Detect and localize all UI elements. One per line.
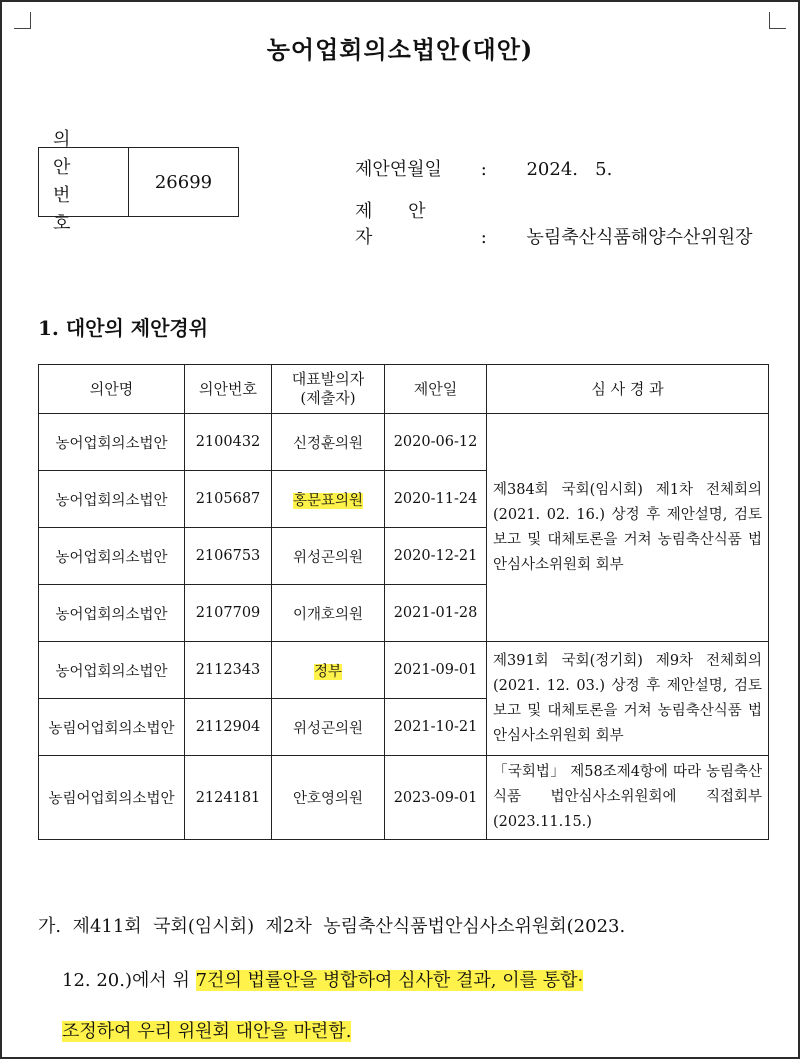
proposer-label: 제 안 자 (355, 201, 441, 248)
bill-number-cell: 2105687 (185, 471, 272, 528)
paragraph-line-2 (62, 966, 792, 992)
bill-name-cell: 농어업회의소법안 (39, 528, 185, 585)
bill-number-cell: 2106753 (185, 528, 272, 585)
header-proposal-date: 제안일 (385, 365, 487, 414)
table-row (39, 414, 769, 471)
proposal-date-value: 2024. 5. (526, 159, 613, 180)
proposer-cell (272, 471, 385, 528)
bill-number-cell: 2112904 (185, 699, 272, 756)
date-cell: 2020-06-12 (385, 414, 487, 471)
paragraph-highlight: 조정하여 우리 위원회 대안을 마련함. (62, 1021, 352, 1042)
header-bill-number: 의안번호 (185, 365, 272, 414)
table-row (39, 642, 769, 699)
date-cell: 2020-12-21 (385, 528, 487, 585)
header-review-result: 심 사 경 과 (487, 365, 769, 414)
bill-name-cell: 농어업회의소법안 (39, 642, 185, 699)
section-title: 1. 대안의 제안경위 (38, 316, 209, 340)
paragraph-highlight: 7건의 법률안을 병합하여 심사한 결과, 이를 통합· (195, 970, 584, 991)
date-cell: 2021-09-01 (385, 642, 487, 699)
proposer-cell: 위성곤의원 (272, 699, 385, 756)
bill-number-value: 26699 (154, 171, 213, 193)
proposal-date-row (355, 155, 612, 181)
colon: : (480, 159, 487, 180)
bill-name-cell: 농어업회의소법안 (39, 414, 185, 471)
review-result-cell: 제384회 국회(임시회) 제1차 전체회의(2021. 02. 16.) 상정 후 제안설명, 검토보고 및 대체토론을 거쳐 농림축산식품 법안심사소위원회 회부 (487, 414, 769, 642)
date-cell: 2020-11-24 (385, 471, 487, 528)
table-row (39, 756, 769, 840)
proposer-row (355, 197, 753, 249)
highlighted-proposer: 홍문표의원 (292, 492, 364, 509)
document-title: 농어업회의소법안(대안) (266, 35, 534, 64)
paragraph-line-3 (62, 1017, 792, 1043)
corner-mark (769, 12, 786, 29)
review-result-cell: 「국회법」 제58조제4항에 따라 농림축산식품 법안심사소위원회에 직접회부(2023.11.15.) (487, 756, 769, 840)
proposer-cell (272, 642, 385, 699)
proposer-cell: 이개호의원 (272, 585, 385, 642)
table-header-row (39, 365, 769, 414)
date-cell: 2023-09-01 (385, 756, 487, 840)
proposer-value: 농림축산식품해양수산위원장 (526, 227, 753, 248)
bill-label-line2: 번 호 (53, 185, 85, 234)
paragraph-plain-text: 12. 20.)에서 위 (62, 970, 196, 991)
bill-name-cell: 농어업회의소법안 (39, 585, 185, 642)
date-cell: 2021-10-21 (385, 699, 487, 756)
bill-name-cell: 농어업회의소법안 (39, 471, 185, 528)
colon: : (480, 227, 487, 248)
bill-number-cell: 2107709 (185, 585, 272, 642)
bill-number-box (38, 129, 239, 234)
proposer-cell: 안호영의원 (272, 756, 385, 840)
bill-number-cell: 2112343 (185, 642, 272, 699)
bill-number-label (39, 129, 129, 234)
header-bill-name: 의안명 (39, 365, 185, 414)
bill-history-table (38, 364, 769, 840)
bill-name-cell: 농림어업회의소법안 (39, 756, 185, 840)
paragraph-line-1: 가. 제411회 국회(임시회) 제2차 농림축산식품법안심사소위원회(2023. (38, 916, 626, 937)
bill-number-cell: 2100432 (185, 414, 272, 471)
proposal-date-label: 제안연월일 (355, 159, 442, 180)
proposer-cell: 신정훈의원 (272, 414, 385, 471)
highlighted-proposer: 정부 (313, 663, 342, 680)
review-result-cell: 제391회 국회(정기회) 제9차 전체회의(2021. 12. 03.) 상정 후 제안설명, 검토보고 및 대체토론을 거쳐 농림축산식품 법안심사소위원회 회부 (487, 642, 769, 756)
date-cell: 2021-01-28 (385, 585, 487, 642)
corner-mark (14, 12, 31, 29)
header-proposer: 대표발의자 (제출자) (272, 365, 385, 414)
bill-number-cell: 2124181 (185, 756, 272, 840)
proposer-cell: 위성곤의원 (272, 528, 385, 585)
bill-name-cell: 농림어업회의소법안 (39, 699, 185, 756)
bill-label-line1: 의 안 (53, 129, 85, 178)
